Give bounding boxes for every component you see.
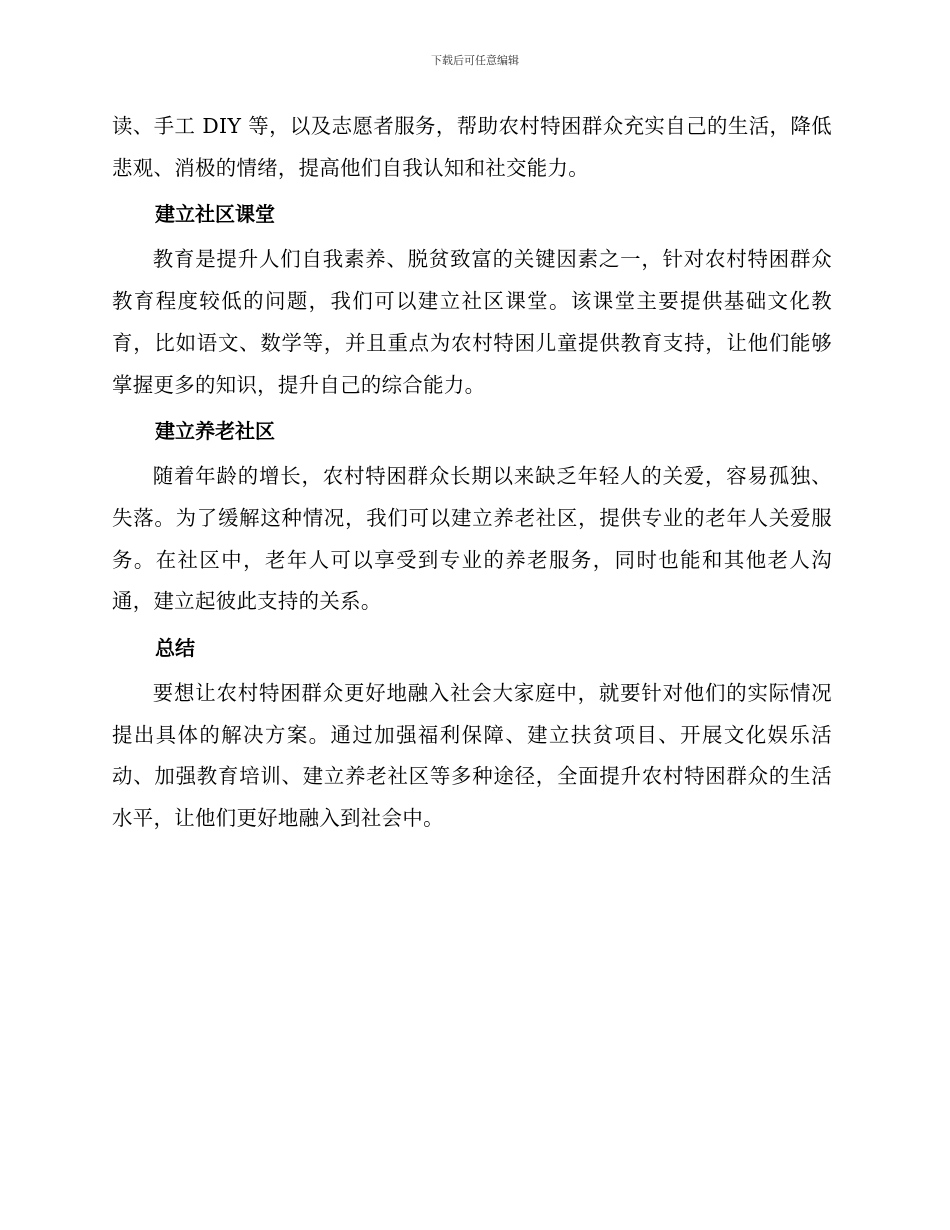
- document-body: [112, 106, 832, 840]
- paragraph-elderly-community: 随着年龄的增长，农村特困群众长期以来缺乏年轻人的关爱，容易孤独、失落。为了缓解这种情况，我们可以建立养老社区，提供专业的老年人关爱服务。在社区中，老年人可以享受到专业的养老服务，同时也能和其他老人沟通，建立起彼此支持的关系。: [112, 464, 832, 614]
- heading-elderly-community: 建立养老社区: [155, 419, 275, 444]
- paragraph-community-classroom: 教育是提升人们自我素养、脱贫致富的关键因素之一，针对农村特困群众教育程度较低的问题，我们可以建立社区课堂。该课堂主要提供基础文化教育，比如语文、数学等，并且重点为农村特困儿童提供教育支持，让他们能够掌握更多的知识，提升自己的综合能力。: [112, 247, 832, 397]
- heading-summary: 总结: [155, 636, 195, 661]
- paragraph-summary: 要想让农村特困群众更好地融入社会大家庭中，就要针对他们的实际情况提出具体的解决方案。通过加强福利保障、建立扶贫项目、开展文化娱乐活动、加强教育培训、建立养老社区等多种途径，全面提升农村特困群众的生活水平，让他们更好地融入到社会中。: [112, 681, 832, 831]
- heading-community-classroom: 建立社区课堂: [155, 202, 275, 227]
- page-header: 下载后可任意编辑: [431, 54, 519, 67]
- paragraph-continued-activities: 读、手工 DIY 等，以及志愿者服务，帮助农村特困群众充实自己的生活，降低悲观、消极的情绪，提高他们自我认知和社交能力。: [112, 114, 832, 180]
